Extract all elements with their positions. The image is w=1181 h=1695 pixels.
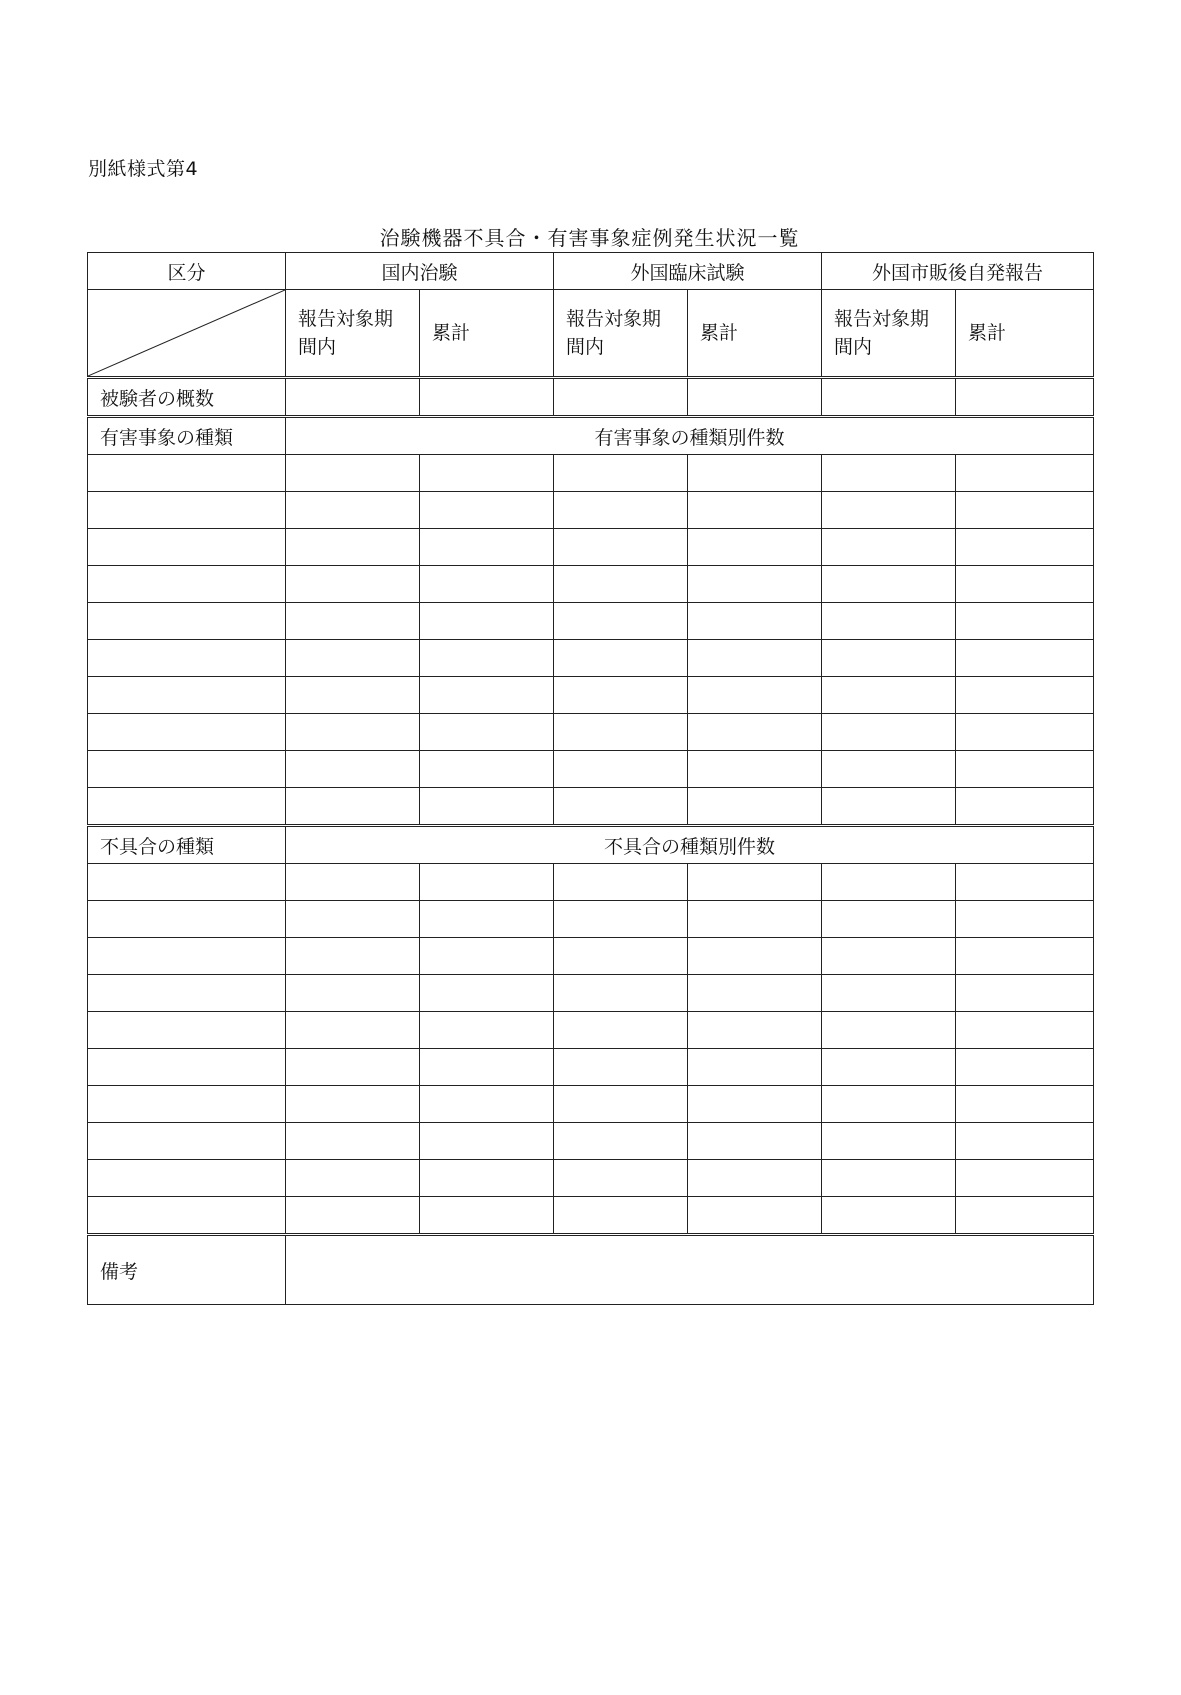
table-cell[interactable] <box>688 901 822 938</box>
table-cell[interactable] <box>822 677 956 714</box>
table-cell[interactable] <box>554 603 688 640</box>
table-cell[interactable] <box>554 975 688 1012</box>
table-cell[interactable] <box>688 529 822 566</box>
table-cell[interactable] <box>286 751 420 788</box>
table-cell[interactable] <box>554 714 688 751</box>
type-name-cell[interactable] <box>88 1086 286 1123</box>
table-cell[interactable] <box>286 901 420 938</box>
table-cell[interactable] <box>554 751 688 788</box>
table-row <box>88 751 1094 788</box>
table-cell[interactable] <box>554 677 688 714</box>
table-cell[interactable] <box>554 788 688 826</box>
table-cell[interactable] <box>956 714 1094 751</box>
foreign-trial-cumulative-header: 累計 <box>688 290 822 378</box>
table-row <box>88 492 1094 529</box>
table-cell[interactable] <box>420 529 554 566</box>
table-cell[interactable] <box>286 529 420 566</box>
table-cell[interactable] <box>420 714 554 751</box>
table-cell[interactable] <box>822 492 956 529</box>
table-cell[interactable] <box>956 1160 1094 1197</box>
table-cell[interactable] <box>554 1086 688 1123</box>
table-cell[interactable] <box>420 1160 554 1197</box>
type-name-cell[interactable] <box>88 529 286 566</box>
document-title: 治験機器不具合・有害事象症例発生状況一覧 <box>379 226 800 250</box>
type-name-cell[interactable] <box>88 640 286 677</box>
table-cell[interactable] <box>420 640 554 677</box>
table-cell[interactable] <box>420 788 554 826</box>
table-row <box>88 1012 1094 1049</box>
table-cell[interactable] <box>286 864 420 901</box>
table-cell[interactable] <box>286 566 420 603</box>
table-cell[interactable] <box>688 1197 822 1235</box>
table-cell[interactable] <box>554 640 688 677</box>
table-cell[interactable] <box>554 1197 688 1235</box>
table-cell[interactable] <box>822 1123 956 1160</box>
table-cell[interactable] <box>822 1012 956 1049</box>
table-row <box>88 714 1094 751</box>
table-cell[interactable] <box>956 751 1094 788</box>
table-cell[interactable] <box>956 1123 1094 1160</box>
foreign-trial-period-header <box>554 290 688 378</box>
table-row <box>88 677 1094 714</box>
table-cell[interactable] <box>688 1160 822 1197</box>
table-row <box>88 1197 1094 1235</box>
table-cell[interactable] <box>420 566 554 603</box>
table-cell[interactable] <box>286 677 420 714</box>
table-row <box>88 901 1094 938</box>
table-cell[interactable] <box>956 1012 1094 1049</box>
table-cell[interactable] <box>554 864 688 901</box>
adverse-event-type-label: 有害事象の種類 <box>88 417 286 455</box>
table-row <box>88 566 1094 603</box>
table-cell[interactable] <box>822 788 956 826</box>
table-cell[interactable] <box>420 975 554 1012</box>
type-name-cell[interactable] <box>88 714 286 751</box>
table-cell[interactable] <box>420 864 554 901</box>
table-cell[interactable] <box>956 455 1094 492</box>
category-header: 区分 <box>88 253 286 290</box>
type-name-cell[interactable] <box>88 1012 286 1049</box>
table-cell[interactable] <box>286 1049 420 1086</box>
table-cell[interactable] <box>286 1160 420 1197</box>
period-line-2: 間内 <box>566 336 605 358</box>
table-cell[interactable] <box>286 788 420 826</box>
table-cell[interactable] <box>822 566 956 603</box>
table-cell[interactable] <box>554 455 688 492</box>
table-cell[interactable] <box>688 640 822 677</box>
type-name-cell[interactable] <box>88 1123 286 1160</box>
table-cell[interactable] <box>554 1012 688 1049</box>
table-cell[interactable] <box>286 378 420 417</box>
adverse-event-section-header <box>88 417 1094 455</box>
table-cell[interactable] <box>688 751 822 788</box>
malfunction-type-label: 不具合の種類 <box>88 826 286 864</box>
table-cell[interactable] <box>822 378 956 417</box>
type-name-cell[interactable] <box>88 788 286 826</box>
table-cell[interactable] <box>420 1086 554 1123</box>
postmarket-cumulative-header: 累計 <box>956 290 1094 378</box>
report-table <box>87 252 1094 1305</box>
table-cell[interactable] <box>822 714 956 751</box>
postmarket-period-header <box>822 290 956 378</box>
type-name-cell[interactable] <box>88 1160 286 1197</box>
type-name-cell[interactable] <box>88 566 286 603</box>
table-row <box>88 1123 1094 1160</box>
table-cell[interactable] <box>956 901 1094 938</box>
type-name-cell[interactable] <box>88 677 286 714</box>
table-cell[interactable] <box>554 1123 688 1160</box>
table-cell[interactable] <box>286 714 420 751</box>
table-cell[interactable] <box>286 455 420 492</box>
table-row <box>88 640 1094 677</box>
table-cell[interactable] <box>420 901 554 938</box>
table-cell[interactable] <box>688 714 822 751</box>
period-line-2: 間内 <box>298 336 337 358</box>
table-cell[interactable] <box>688 788 822 826</box>
table-cell[interactable] <box>956 938 1094 975</box>
table-cell[interactable] <box>822 938 956 975</box>
table-cell[interactable] <box>822 751 956 788</box>
table-cell[interactable] <box>956 492 1094 529</box>
table-row <box>88 1049 1094 1086</box>
table-row <box>88 455 1094 492</box>
table-cell[interactable] <box>688 455 822 492</box>
table-cell[interactable] <box>956 788 1094 826</box>
table-cell[interactable] <box>822 603 956 640</box>
type-name-cell[interactable] <box>88 1197 286 1235</box>
table-cell[interactable] <box>956 603 1094 640</box>
table-row <box>88 1086 1094 1123</box>
table-cell[interactable] <box>688 864 822 901</box>
subjects-row <box>88 378 1094 417</box>
table-cell[interactable] <box>420 751 554 788</box>
malfunction-section-header <box>88 826 1094 864</box>
table-cell[interactable] <box>554 938 688 975</box>
malfunction-rows <box>88 864 1094 1235</box>
type-name-cell[interactable] <box>88 975 286 1012</box>
table-cell[interactable] <box>688 1049 822 1086</box>
type-name-cell[interactable] <box>88 603 286 640</box>
table-cell[interactable] <box>420 455 554 492</box>
table-cell[interactable] <box>420 1123 554 1160</box>
table-cell[interactable] <box>822 455 956 492</box>
table-cell[interactable] <box>688 1012 822 1049</box>
table-cell[interactable] <box>420 1197 554 1235</box>
table-cell[interactable] <box>286 1123 420 1160</box>
table-cell[interactable] <box>420 603 554 640</box>
period-line-1: 報告対象期 <box>566 308 662 330</box>
table-row <box>88 603 1094 640</box>
table-cell[interactable] <box>554 492 688 529</box>
table-cell[interactable] <box>956 1197 1094 1235</box>
table-row <box>88 788 1094 826</box>
table-cell[interactable] <box>420 938 554 975</box>
table-cell[interactable] <box>554 1049 688 1086</box>
period-line-2: 間内 <box>834 336 873 358</box>
table-row <box>88 938 1094 975</box>
table-cell[interactable] <box>420 1012 554 1049</box>
type-name-cell[interactable] <box>88 901 286 938</box>
table-cell[interactable] <box>286 640 420 677</box>
table-cell[interactable] <box>286 1012 420 1049</box>
diagonal-line <box>88 290 285 376</box>
table-cell[interactable] <box>956 566 1094 603</box>
subheader-row <box>88 290 1094 378</box>
table-cell[interactable] <box>822 975 956 1012</box>
table-cell[interactable] <box>822 1160 956 1197</box>
adverse-event-count-label: 有害事象の種類別件数 <box>286 417 1094 455</box>
table-cell[interactable] <box>286 603 420 640</box>
table-cell[interactable] <box>688 603 822 640</box>
remarks-row <box>88 1235 1094 1305</box>
type-name-cell[interactable] <box>88 751 286 788</box>
table-cell[interactable] <box>688 492 822 529</box>
table-row <box>88 1160 1094 1197</box>
table-cell[interactable] <box>822 901 956 938</box>
table-cell[interactable] <box>956 1049 1094 1086</box>
table-cell[interactable] <box>554 378 688 417</box>
period-line-1: 報告対象期 <box>834 308 930 330</box>
table-cell[interactable] <box>286 938 420 975</box>
form-number-label: 別紙様式第4 <box>88 158 199 180</box>
table-cell[interactable] <box>688 975 822 1012</box>
table-cell[interactable] <box>420 677 554 714</box>
malfunction-count-label: 不具合の種類別件数 <box>286 826 1094 864</box>
table-cell[interactable] <box>822 529 956 566</box>
table-row <box>88 975 1094 1012</box>
remarks-field[interactable] <box>286 1235 1094 1305</box>
type-name-cell[interactable] <box>88 864 286 901</box>
table-cell[interactable] <box>688 566 822 603</box>
domestic-period-header <box>286 290 420 378</box>
table-cell[interactable] <box>420 492 554 529</box>
period-line-1: 報告対象期 <box>298 308 394 330</box>
table-cell[interactable] <box>286 975 420 1012</box>
table-cell[interactable] <box>822 1086 956 1123</box>
domestic-cumulative-header: 累計 <box>420 290 554 378</box>
table-row <box>88 529 1094 566</box>
table-cell[interactable] <box>554 566 688 603</box>
header-row <box>88 253 1094 290</box>
table-cell[interactable] <box>956 864 1094 901</box>
type-name-cell[interactable] <box>88 492 286 529</box>
table-cell[interactable] <box>956 378 1094 417</box>
table-cell[interactable] <box>822 864 956 901</box>
table-cell[interactable] <box>420 378 554 417</box>
foreign-postmarket-report-header: 外国市販後自発報告 <box>822 253 1094 290</box>
table-cell[interactable] <box>554 901 688 938</box>
table-cell[interactable] <box>286 1197 420 1235</box>
adverse-event-rows <box>88 455 1094 826</box>
table-cell[interactable] <box>822 1049 956 1086</box>
remarks-label: 備考 <box>88 1235 286 1305</box>
type-name-cell[interactable] <box>88 1049 286 1086</box>
table-cell[interactable] <box>822 640 956 677</box>
domestic-trial-header: 国内治験 <box>286 253 554 290</box>
type-name-cell[interactable] <box>88 455 286 492</box>
table-cell[interactable] <box>688 1086 822 1123</box>
table-cell[interactable] <box>554 1160 688 1197</box>
table-cell[interactable] <box>286 492 420 529</box>
foreign-clinical-trial-header: 外国臨床試験 <box>554 253 822 290</box>
table-cell[interactable] <box>420 1049 554 1086</box>
table-cell[interactable] <box>688 1123 822 1160</box>
table-cell[interactable] <box>956 640 1094 677</box>
table-row <box>88 864 1094 901</box>
table-cell[interactable] <box>822 1197 956 1235</box>
table-cell[interactable] <box>956 677 1094 714</box>
table-cell[interactable] <box>956 1086 1094 1123</box>
table-cell[interactable] <box>688 677 822 714</box>
table-cell[interactable] <box>688 938 822 975</box>
diagonal-corner-cell <box>88 290 286 378</box>
type-name-cell[interactable] <box>88 938 286 975</box>
table-cell[interactable] <box>286 1086 420 1123</box>
table-cell[interactable] <box>956 529 1094 566</box>
subjects-label: 被験者の概数 <box>88 378 286 417</box>
table-cell[interactable] <box>554 529 688 566</box>
table-cell[interactable] <box>956 975 1094 1012</box>
table-cell[interactable] <box>688 378 822 417</box>
